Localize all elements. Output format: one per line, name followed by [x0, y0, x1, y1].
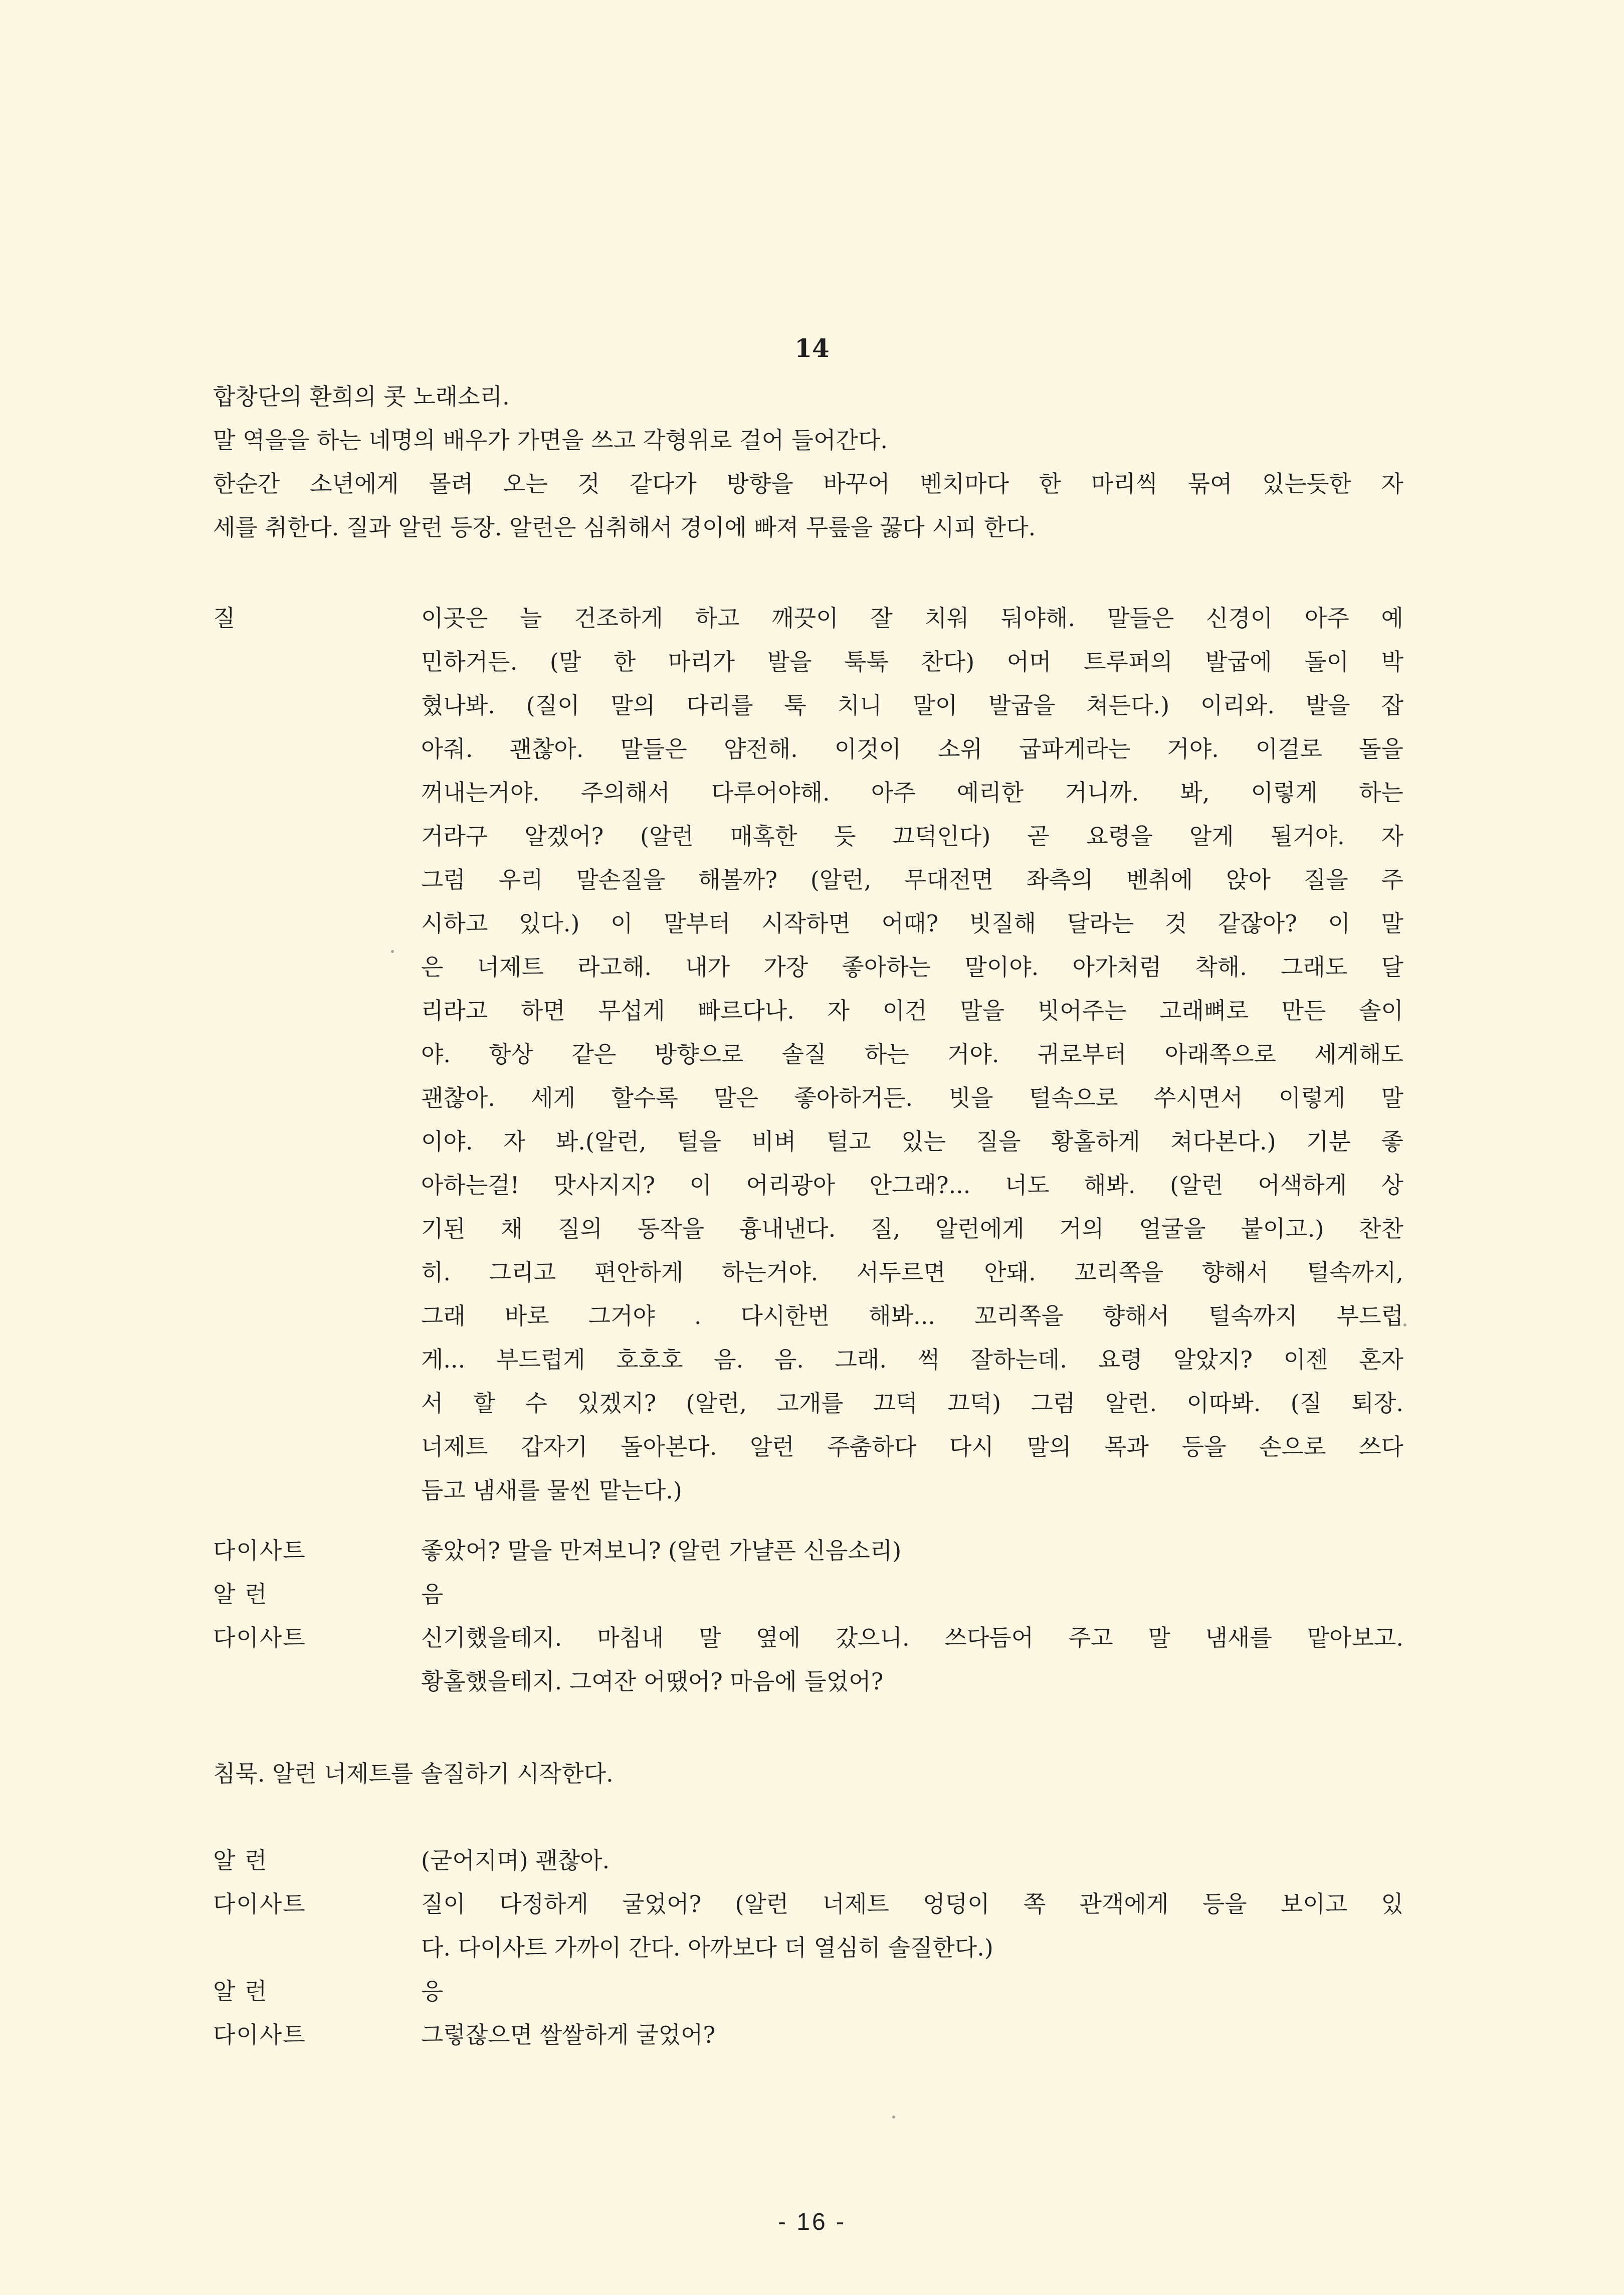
speaker-name: 알 런 — [213, 1847, 268, 1874]
speech-line: 그럼 우리 말손질을 해볼까? (알런, 무대전면 좌측의 벤취에 앉아 질을 주 — [421, 866, 1403, 893]
stage-line: 침묵. 알런 너제트를 솔질하기 시작한다. — [213, 1760, 614, 1787]
speech-line: 다. 다이사트 가까이 간다. 아까보다 더 열심히 솔질한다.) — [421, 1934, 993, 1961]
speech-line: 그렇잖으면 쌀쌀하게 굴었어? — [421, 2021, 716, 2048]
speech-line: 야. 항상 같은 방향으로 솔질 하는 거야. 귀로부터 아래쪽으로 세게해도 — [421, 1041, 1403, 1068]
speech-line: 황홀했을테지. 그여잔 어땠어? 마음에 들었어? — [421, 1668, 884, 1695]
speech-line: 좋았어? 말을 만져보니? (알런 가냘픈 신음소리) — [421, 1537, 902, 1564]
speech-text — [421, 1970, 1403, 2013]
speech-text — [421, 1839, 1403, 1882]
speech-line: 꺼내는거야. 주의해서 다루어야해. 아주 예리한 거니까. 봐, 이렇게 하는 — [421, 779, 1403, 806]
speech-line: 신기했을테지. 마침내 말 옆에 갔으니. 쓰다듬어 주고 말 냄새를 맡아보고. — [421, 1624, 1403, 1651]
speech-line: 리라고 하면 무섭게 빠르다나. 자 이건 말을 빗어주는 고래뼈로 만든 솔이 — [421, 997, 1403, 1024]
speech-line: 아줘. 괜찮아. 말들은 얌전해. 이것이 소위 굽파게라는 거야. 이걸로 돌을 — [421, 735, 1403, 762]
speech-line: (굳어지며) 괜찮아. — [421, 1847, 610, 1874]
speech-line: 은 너제트 라고해. 내가 가장 좋아하는 말이야. 아가처럼 착해. 그래도 달 — [421, 953, 1403, 981]
speech-text — [421, 1882, 1403, 1970]
stage-line: 말 역을을 하는 네명의 배우가 가면을 쓰고 각형위로 걸어 들어간다. — [213, 427, 888, 454]
speech-line: 히. 그리고 편안하게 하는거야. 서두르면 안돼. 꼬리쪽을 향해서 털속까지, — [421, 1259, 1403, 1286]
speech-line: 시하고 있다.) 이 말부터 시작하면 어때? 빗질해 달라는 것 같잖아? 이 말 — [421, 910, 1403, 937]
scan-speck — [892, 2116, 895, 2119]
speech-line: 괜찮아. 세게 할수록 말은 좋아하거든. 빗을 털속으로 쑤시면서 이렇게 말 — [421, 1084, 1403, 1111]
speech-text — [421, 2013, 1403, 2057]
stage-line: 한순간 소년에게 몰려 오는 것 같다가 방향을 바꾸어 벤치마다 한 마리씩 묶여 있는듯한 자 — [213, 470, 1403, 497]
speech-line: 이야. 자 봐.(알런, 털을 비벼 털고 있는 질을 황홀하게 쳐다본다.) 기분 좋 — [421, 1128, 1403, 1155]
speech-line: 기된 채 질의 동작을 흉내낸다. 질, 알런에게 거의 얼굴을 붙이고.) 찬찬 — [421, 1215, 1403, 1242]
speech-text — [421, 1529, 1403, 1573]
speech-line: 음 — [421, 1581, 444, 1608]
speech-line: 거라구 알겠어? (알런 매혹한 듯 끄덕인다) 곧 요령을 알게 될거야. 자 — [421, 823, 1403, 850]
speech-line: 혔나봐. (질이 말의 다리를 툭 치니 말이 발굽을 쳐든다.) 이리와. 발을 잡 — [421, 692, 1403, 719]
speech-line: 듬고 냄새를 물씬 맡는다.) — [421, 1477, 682, 1504]
speech-line: 응 — [421, 1978, 444, 2005]
speech-text — [421, 597, 1403, 1512]
opening-stage-direction — [213, 375, 1403, 549]
scan-speck — [1403, 1323, 1406, 1326]
speaker-name: 다이사트 — [213, 1537, 306, 1564]
speaker-name: 알 런 — [213, 1581, 268, 1608]
speaker-name: 다이사트 — [213, 1890, 306, 1918]
speech-line: 너제트 갑자기 돌아본다. 알런 주춤하다 다시 말의 목과 등을 손으로 쓰다 — [421, 1433, 1403, 1460]
speech-line: 서 할 수 있겠지? (알런, 고개를 끄덕 끄덕) 그럼 알런. 이따봐. (질 퇴장. — [421, 1390, 1403, 1417]
speaker-name: 다이사트 — [213, 2021, 306, 2048]
page-number: - 16 - — [777, 2209, 847, 2235]
stage-line: 합창단의 환희의 콧 노래소리. — [213, 383, 510, 410]
speech-text — [421, 1573, 1403, 1616]
scene-number: 14 — [794, 333, 830, 363]
middle-stage-direction — [213, 1752, 1403, 1796]
speech-line: 이곳은 늘 건조하게 하고 깨끗이 잘 치워 둬야해. 말들은 신경이 아주 예 — [421, 605, 1403, 632]
speech-line: 아하는걸! 맛사지지? 이 어리광아 안그래?... 너도 해봐. (알런 어색하게 상 — [421, 1172, 1403, 1199]
speech-text — [421, 1616, 1403, 1703]
speaker-name: 다이사트 — [213, 1624, 306, 1651]
speaker-name: 알 런 — [213, 1978, 268, 2005]
scan-speck — [391, 950, 394, 953]
speech-line: 그래 바로 그거야 . 다시한번 해봐... 꼬리쪽을 향해서 털속까지 부드럽 — [421, 1302, 1403, 1329]
speech-line: 민하거든. (말 한 마리가 발을 툭툭 찬다) 어머 트루퍼의 발굽에 돌이 박 — [421, 648, 1403, 675]
speech-line: 질이 다정하게 굴었어? (알런 너제트 엉덩이 쪽 관객에게 등을 보이고 있 — [421, 1890, 1403, 1918]
stage-line: 세를 취한다. 질과 알런 등장. 알런은 심취해서 경이에 빠져 무릎을 꿇다 시피 한다. — [213, 514, 1036, 541]
speech-line: 게... 부드럽게 호호호 음. 음. 그래. 썩 잘하는데. 요령 알았지? 이젠 혼자 — [421, 1346, 1403, 1373]
speaker-name: 질 — [213, 605, 237, 632]
